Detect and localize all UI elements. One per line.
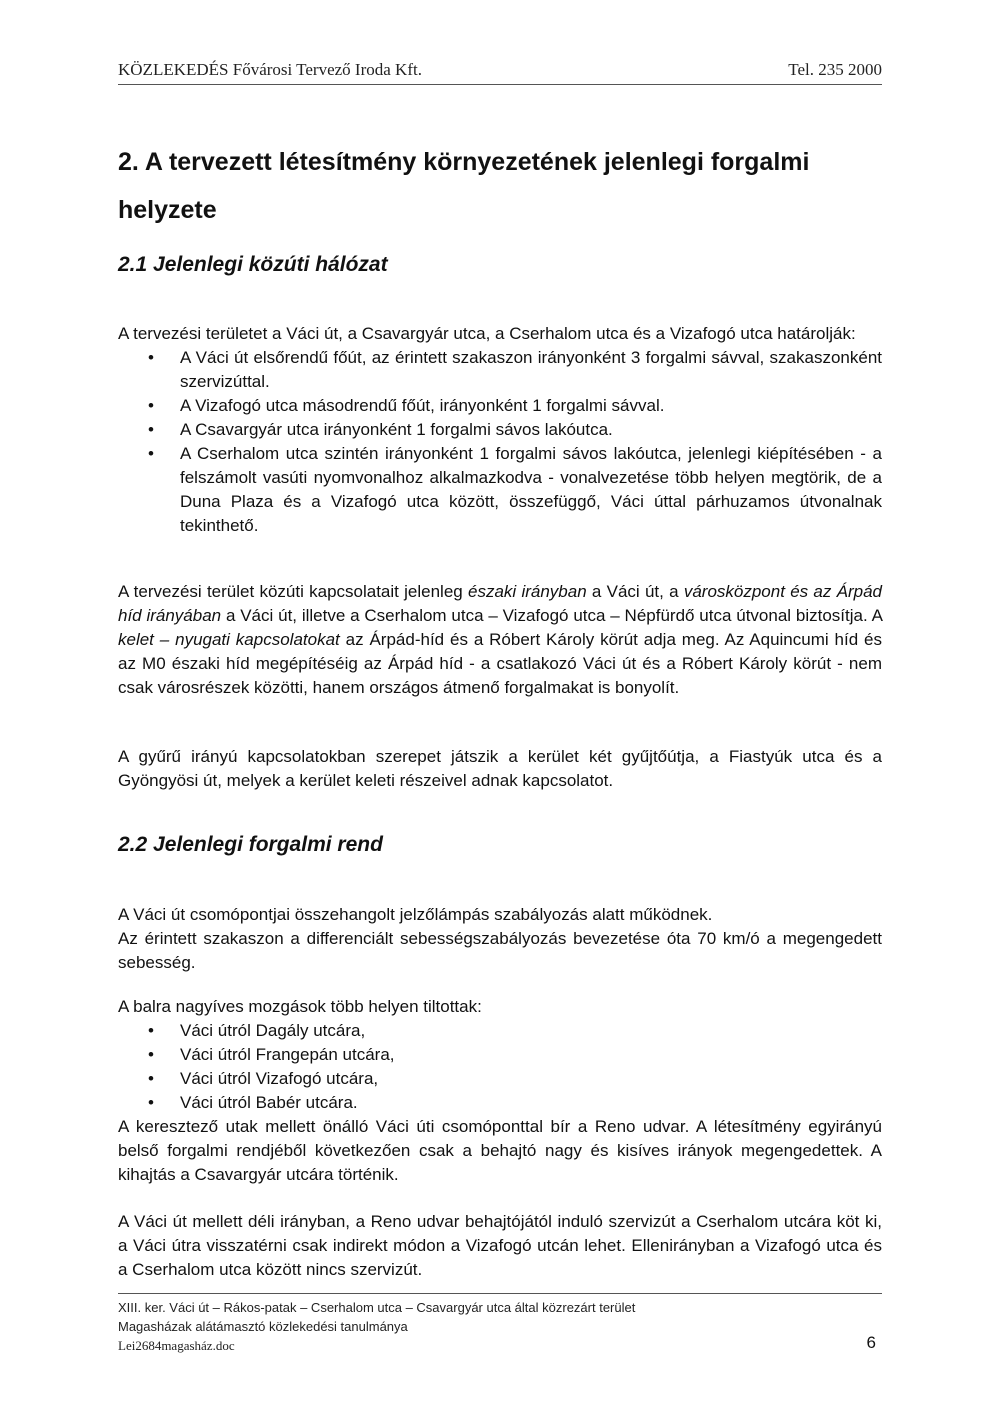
ring-paragraph: A gyűrű irányú kapcsolatokban szerepet játszik a kerület két gyűjtőútja, a Fiastyúk utca és a Gyöngyösi út, melyek a kerület keleti részeivel adnak kapcsolatot. [118, 747, 882, 790]
header-company: KÖZLEKEDÉS Fővárosi Tervező Iroda Kft. [118, 60, 422, 79]
section-heading-2-2: 2.2 Jelenlegi forgalmi rend [118, 833, 383, 856]
text-run: a Váci út, a [586, 582, 684, 601]
service-road-paragraph: A Váci út mellett déli irányban, a Reno udvar behajtójától induló szervizút a Cserhalom utcára köt ki, a Váci útra visszatérni csak indirekt módon a Vizafogó utcán lehet. Ellenirányban a Vizafogó utca és a Cserhalom utca között nincs szervizút. [118, 1212, 882, 1279]
speed-line: Az érintett szakaszon a differenciált sebességszabályozás bevezetése óta 70 km/ó a megengedett sebesség. [118, 929, 882, 972]
page-header [118, 60, 882, 84]
text-run: az Árpád-híd és a Róbert Károly körút adja meg. Az Aquincumi híd és az M0 északi híd megépítéséig az Árpád híd - a csatlakozó Váci út és a Róbert Károly körút - nem csak városrészek közötti, hanem országos átmenő forgalmakat is bonyolít. [118, 630, 882, 697]
footer-rule [118, 1293, 882, 1294]
header-phone: Tel. 235 2000 [788, 60, 882, 79]
list-item: • Váci útról Dagály utcára, [118, 1019, 882, 1043]
boundary-intro: A tervezési területet a Váci út, a Csavargyár utca, a Cserhalom utca és a Vizafogó utca határolják: [118, 324, 856, 343]
list-item: • A Csavargyár utca irányonként 1 forgalmi sávos lakóutca. [118, 418, 882, 442]
page-footer [118, 1298, 882, 1355]
italic-run: városközpont és az Árpád híd irányában [118, 582, 882, 625]
signal-line: A Váci út csomópontjai összehangolt jelzőlámpás szabályozás alatt működnek. [118, 905, 713, 924]
header-rule [118, 84, 882, 85]
section-heading-2-1: 2.1 Jelenlegi közúti hálózat [118, 253, 388, 276]
road-list [118, 346, 882, 538]
list-item: • A Vizafogó utca másodrendű főút, irányonként 1 forgalmi sávval. [118, 394, 882, 418]
page-number: 6 [866, 1333, 876, 1352]
italic-run: kelet – nyugati kapcsolatokat [118, 630, 340, 649]
text-run: A tervezési terület közúti kapcsolatait jelenleg [118, 582, 468, 601]
list-item: • A Váci út elsőrendű főút, az érintett szakaszon irányonként 3 forgalmi sávval, szakaszonként szervizúttal. [118, 346, 882, 394]
footer-filename: Lei2684magasház.doc [118, 1338, 235, 1353]
footer-line-2: Magasházak alátámasztó közlekedési tanulmánya [118, 1319, 408, 1334]
reno-paragraph: A keresztező utak mellett önálló Váci úti csomóponttal bír a Reno udvar. A létesítmény egyirányú belső forgalmi rendjéből következően csak a behajtó nagy és kisíves irányok megengedettek. A kihajtás a Csavargyár utcára történik. [118, 1117, 882, 1184]
boundary-section [118, 322, 882, 538]
text-run: a Váci út, illetve a Cserhalom utca – Vizafogó utca – Népfürdő utca útvonal biztosítja. A [221, 606, 882, 625]
chapter-title: 2. A tervezett létesítmény környezetének jelenlegi forgalmi helyzete [118, 148, 810, 224]
italic-run: északi irányban [468, 582, 587, 601]
list-item: • Váci útról Babér utcára. [118, 1091, 882, 1115]
footer-line-1: XIII. ker. Váci út – Rákos-patak – Cserhalom utca – Csavargyár utca által közrezárt terület [118, 1300, 636, 1315]
list-item: • Váci útról Vizafogó utcára, [118, 1067, 882, 1091]
list-item: • A Cserhalom utca szintén irányonként 1 forgalmi sávos lakóutca, jelenlegi kiépítésében - a felszámolt vasúti nyomvonalhoz alkalmazkodva - vonalvezetése több helyen megtörik, de a Duna Plaza és a Vizafogó utca között, összefüggő, Váci úttal párhuzamos útvonalnak tekinthető. [118, 442, 882, 538]
left-turn-section [118, 995, 882, 1187]
left-turn-intro: A balra nagyíves mozgások több helyen tiltottak: [118, 997, 482, 1016]
list-item: • Váci útról Frangepán utcára, [118, 1043, 882, 1067]
connections-paragraph [118, 580, 882, 700]
left-turn-list [118, 1019, 882, 1115]
signal-paragraph [118, 903, 882, 975]
